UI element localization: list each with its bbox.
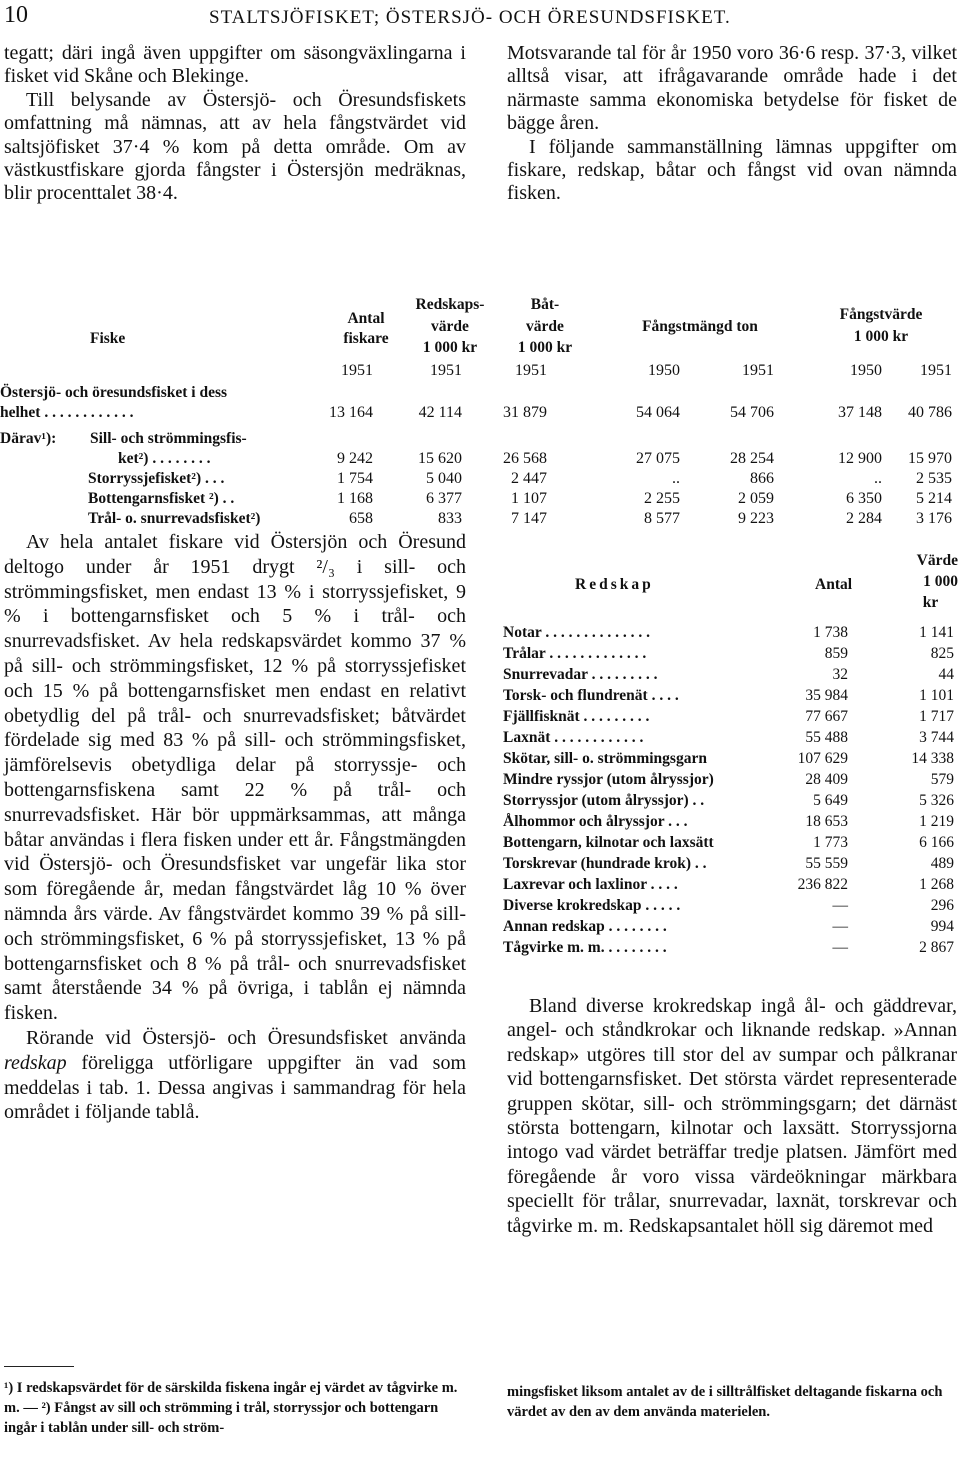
col-header-redskapsvarde-unit: 1 000 kr [422, 339, 478, 356]
year-cell: 1951 [341, 362, 373, 379]
left-column-bottom [4, 530, 466, 1125]
gear-count: 32 [832, 666, 848, 683]
gear-value: 1 219 [919, 813, 954, 830]
table-cell: 2 447 [511, 470, 547, 487]
page-header [4, 2, 954, 32]
table-row [503, 624, 958, 646]
gear-name: Mindre ryssjor (utom ålryssjor) [503, 771, 714, 788]
paragraph: Motsvarande tal för år 1950 voro 36·6 resp. 37·3, vilket alltså visar, att ifrågavarande område hade i det närmaste samma ekonomiska betydelse för fisket de bägge åren. [507, 42, 957, 135]
table-cell: 6 350 [846, 490, 882, 507]
table-cell: 1 168 [337, 490, 373, 507]
text-span: Rörande vid Östersjö- och Öresundsfisket använda [26, 1026, 466, 1049]
paragraph: Av hela antalet fiskare vid Östersjön och Öresund deltogo under år 1951 drygt ²/₃ i sill- och strömmingsfisket, men endast 13 % i storryssjefisket, 9 % i bottengarnsfisket och 5 % i trål- och snurrevadsfisket. Av hela redskapsvärdet kommo 37 % på sill- och strömmingsfisket, 12 % på storryssjefisket och 15 % på bottengarnsfisket men endast en relativt obetydlig del på trål- och snurrevadsfisket; båtvärdet fördelade sig med 83 % på sill- och strömmingsfisket, jämförelsevis obetydliga delar på storryssje- och bottengarnsfiskena samt 22 % på trål- och snurrevadsfisket. Här bör uppmärksammas, att många båtar användas i flera fisken under ett år. Fångstmängden vid Östersjö- och Öresundsfisket var ungefär lika stor som föregående år, medan fångstvärdet låg 10 % över nämnda års värde. Av fångstvärdet kommo 39 % på sill- och strömmingsfisket, 6 % på storryssjefisket, 13 % på bottengarnsfisket och 8 % på trål- och snurrevadsfisket samt återstående 34 % på övriga, i tablån ej nämnda fisken. [4, 531, 466, 1025]
gear-value: 1 268 [919, 876, 954, 893]
gear-value: 1 141 [919, 624, 954, 641]
table-row [503, 939, 958, 961]
table-cell: .. [672, 470, 680, 487]
table-cell: 2 059 [738, 490, 774, 507]
table-cell: 1 754 [337, 470, 373, 487]
table-cell: 5 214 [916, 490, 952, 507]
table-cell: 9 223 [738, 510, 774, 527]
table-cell: 54 706 [730, 404, 774, 421]
table-cell: 28 254 [730, 450, 774, 467]
gear-name: Bottengarn, kilnotar och laxsätt [503, 834, 714, 851]
right-column-top [507, 42, 957, 206]
gear-count: 1 738 [813, 624, 848, 641]
table-row [503, 771, 958, 793]
col-header-antal: Antal [815, 576, 853, 593]
row-label: ket²) . . . . . . . . [118, 450, 211, 467]
gear-table [500, 548, 960, 968]
gear-name: Skötar, sill- o. strömmingsgarn [503, 750, 707, 767]
gear-name: Diverse krokredskap . . . . . [503, 897, 681, 914]
gear-name: Torskrevar (hundrade krok) . . [503, 855, 707, 872]
gear-count: 5 649 [813, 792, 848, 809]
col-header-varde-kr: kr [922, 594, 939, 611]
row-label-darav: Därav¹): [0, 430, 57, 447]
table-cell: 5 040 [426, 470, 462, 487]
paragraph: tegatt; däri ingå även uppgifter om säsongväxlingarna i fisket vid Skåne och Blekinge. [4, 42, 466, 88]
paragraph: Till belysande av Östersjö- och Öresundsfiskets omfattning må nämnas, att av hela fångstvärdet vid saltsjöfisket 37·4 % kom på detta område. Om av västkustfiskare gjorda fångster i Östersjön medräknas, blir procenttalet 38·4. [4, 88, 466, 205]
col-header-redskapsvarde-2: värde [431, 318, 469, 335]
table-cell: 6 377 [426, 490, 462, 507]
gear-value: 44 [938, 666, 954, 683]
gear-count: 55 488 [805, 729, 848, 746]
table-cell: 27 075 [636, 450, 680, 467]
col-header-fangstmangd: Fångstmängd ton [642, 318, 758, 335]
paragraph: I följande sammanställning lämnas uppgifter om fiskare, redskap, båtar och fångst vid ovan nämnda fisken. [507, 135, 957, 205]
gear-value: 825 [930, 645, 954, 662]
table-cell: 2 255 [644, 490, 680, 507]
row-label: helhet . . . . . . . . . . . . [0, 404, 134, 421]
gear-name: Storryssjor (utom ålryssjor) . . [503, 792, 705, 809]
table-row [503, 876, 958, 898]
text-span: föreligga utförligare uppgifter än vad som meddelas i tab. 1. Dessa angivas i sammandrag för hela området i följande tablå. [4, 1051, 466, 1124]
gear-value: 1 101 [919, 687, 954, 704]
table-row [503, 897, 958, 919]
gear-value: 14 338 [911, 750, 954, 767]
gear-count: — [832, 897, 848, 914]
year-cell: 1951 [742, 362, 774, 379]
table-cell: 7 147 [511, 510, 547, 527]
running-title: STALTSJÖFISKET; ÖSTERSJÖ- OCH ÖRESUNDSFISKET. [209, 7, 731, 28]
gear-name: Snurrevadar . . . . . . . . . [503, 666, 658, 683]
gear-value: 1 717 [919, 708, 954, 725]
gear-count: 236 822 [797, 876, 848, 893]
footnote-right: mingsfisket liksom antalet av de i silltrålfisket deltagande fiskarna och värdet av den av dem använda materielen. [507, 1384, 943, 1420]
row-label: Östersjö- och öresundsfisket i dess [0, 384, 228, 401]
table-row [503, 666, 958, 688]
year-cell: 1951 [920, 362, 952, 379]
table-cell: 658 [349, 510, 373, 527]
gear-count: 18 653 [805, 813, 848, 830]
col-header-redskapsvarde: Redskaps- [415, 296, 485, 313]
table-row [503, 792, 958, 814]
table-row [503, 687, 958, 709]
table-cell: 40 786 [908, 404, 952, 421]
table-cell: 866 [750, 470, 774, 487]
left-column-top [4, 42, 466, 206]
right-column-bottom [507, 994, 957, 1238]
gear-value: 994 [930, 918, 954, 935]
table-cell: 2 535 [916, 470, 952, 487]
table-cell: 15 970 [908, 450, 952, 467]
table-cell: 15 620 [418, 450, 462, 467]
year-cell: 1950 [850, 362, 882, 379]
fishery-table [0, 292, 960, 532]
col-header-varde: Värde [916, 552, 958, 569]
gear-count: 77 667 [805, 708, 848, 725]
table-cell: 54 064 [636, 404, 680, 421]
table-row [503, 855, 958, 877]
gear-value: 296 [930, 897, 954, 914]
table-row [503, 813, 958, 835]
gear-name: Torsk- och flundrenät . . . . [503, 687, 679, 704]
paragraph [4, 1026, 466, 1125]
table-row [503, 834, 958, 856]
gear-value: 489 [930, 855, 954, 872]
col-header-batvarde: Båt- [530, 296, 560, 313]
col-header-batvarde-unit: 1 000 kr [517, 339, 573, 356]
gear-count: 28 409 [805, 771, 848, 788]
gear-name: Fjällfisknät . . . . . . . . . [503, 708, 650, 725]
gear-name: Laxnät . . . . . . . . . . . . [503, 729, 644, 746]
col-header-fiskare: fiskare [343, 330, 389, 347]
gear-count: 55 559 [805, 855, 848, 872]
gear-value: 579 [930, 771, 954, 788]
paragraph: Bland diverse krokredskap ingå ål- och gäddrevar, angel- och ståndkrokar och liknande redskap. »Annan redskap» utgöres till stor del av sumpar och pålkranar vid bottengarnsfisket. Det största värdet representerade gruppen skötar, sill- och strömmingsgarn; det därnäst största bottengarn, kilnotar och laxsätt. Storryssjorna intogo vad värdet beträffar tredje platsen. Jämfört med föregående år voro vissa värdeökningar märkbara speciellt för trålar, snurrevadar, laxnät, torskrevar och tågvirke m. m. Redskapsantalet höll sig däremot med [507, 995, 957, 1237]
gear-value: 5 326 [919, 792, 954, 809]
gear-name: Tågvirke m. m. . . . . . . . . [503, 939, 667, 956]
row-label: Trål- o. snurrevadsfisket²) [88, 510, 261, 527]
table-cell: 1 107 [511, 490, 547, 507]
gear-count: 859 [824, 645, 848, 662]
table-row [503, 918, 958, 940]
table-cell: 3 176 [916, 510, 952, 527]
col-header-fangstvarde-unit: 1 000 kr [853, 328, 909, 345]
col-header-antal: Antal [347, 310, 385, 327]
col-header-redskap: Redskap [575, 576, 654, 593]
gear-count: 35 984 [805, 687, 848, 704]
table-cell: 37 148 [838, 404, 882, 421]
col-header-varde-unit: 1 000 [923, 573, 958, 590]
col-header-batvarde-2: värde [526, 318, 564, 335]
gear-name: Laxrevar och laxlinor . . . . [503, 876, 678, 893]
gear-value: 2 867 [919, 939, 954, 956]
table-cell: 13 164 [329, 404, 373, 421]
gear-name: Trålar . . . . . . . . . . . . . [503, 645, 647, 662]
gear-count: — [832, 918, 848, 935]
gear-name: Notar . . . . . . . . . . . . . . [503, 624, 650, 641]
table-cell: 42 114 [418, 404, 462, 421]
table-row [503, 750, 958, 772]
table-row [503, 729, 958, 751]
page-number: 10 [4, 2, 28, 28]
table-cell: 12 900 [838, 450, 882, 467]
table-row [503, 708, 958, 730]
year-cell: 1951 [515, 362, 547, 379]
table-cell: 2 284 [846, 510, 882, 527]
year-cell: 1950 [648, 362, 680, 379]
table-cell: 833 [438, 510, 462, 527]
gear-count: 107 629 [797, 750, 848, 767]
table-cell: 31 879 [503, 404, 547, 421]
footnote-divider [4, 1366, 74, 1367]
table-cell: 26 568 [503, 450, 547, 467]
row-label: Sill- och strömmingsfis- [90, 430, 247, 447]
gear-value: 6 166 [919, 834, 954, 851]
year-cell: 1951 [430, 362, 462, 379]
col-header-fiske: Fiske [90, 330, 126, 347]
gear-value: 3 744 [919, 729, 954, 746]
gear-name: Annan redskap . . . . . . . . [503, 918, 667, 935]
table-cell: 9 242 [337, 450, 373, 467]
gear-name: Ålhommor och ålryssjor . . . [503, 813, 688, 830]
table-cell: .. [874, 470, 882, 487]
emphasis: redskap [4, 1051, 67, 1074]
footnote-left: ¹) I redskapsvärdet för de särskilda fiskena ingår ej värdet av tågvirke m. m. — ²) Fångst av sill och strömming i trål, storryssjor och bottengarn ingår i tablån under sill- och ström- [4, 1380, 458, 1436]
gear-count: 1 773 [813, 834, 848, 851]
row-label: Bottengarnsfisket ²) . . [88, 490, 235, 507]
table-cell: 8 577 [644, 510, 680, 527]
col-header-fangstvarde: Fångstvärde [839, 306, 923, 323]
row-label: Storryssjefisket²) . . . [88, 470, 225, 487]
gear-count: — [832, 939, 848, 956]
table-row [503, 645, 958, 667]
